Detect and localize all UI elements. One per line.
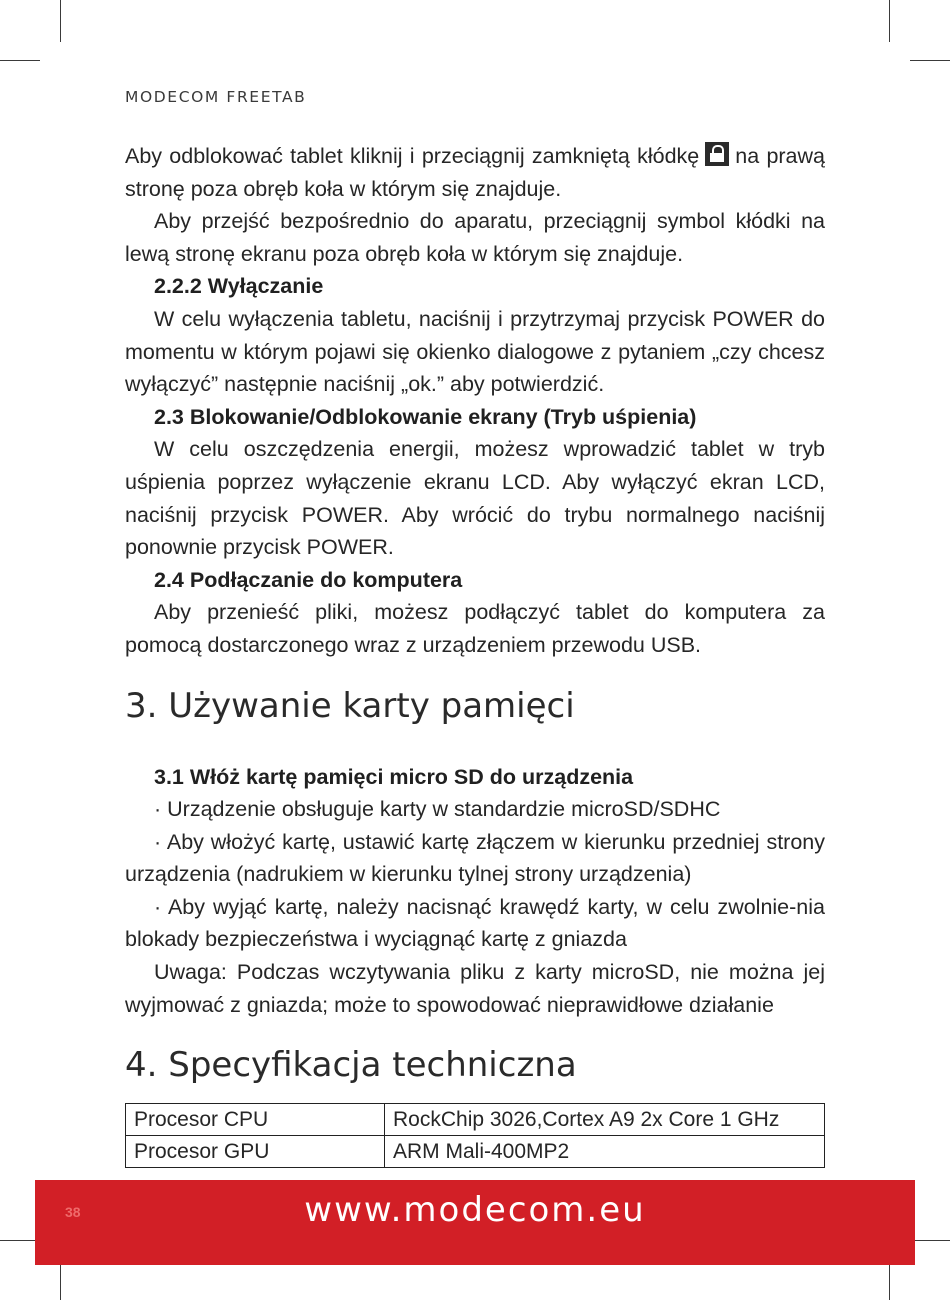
footer-url[interactable]: www.modecom.eu <box>304 1190 646 1230</box>
paragraph-sleep: W celu oszczędzenia energii, możesz wprowadzić tablet w tryb uśpienia poprzez wyłączenie ekranu LCD. Aby wyłączyć ekran LCD, naciśnij przycisk POWER. Aby wrócić do trybu normalnego naciśnij ponownie przycisk POWER. <box>125 437 825 560</box>
bullet-card-standard: · Urządzenie obsługuje karty w standardzie microSD/SDHC <box>154 797 721 822</box>
bullet-remove-card: · Aby wyjąć kartę, należy nacisnąć krawędź karty, w celu zwolnie-nia blokady bezpieczeństwa i wyciągnąć kartę z gniazda <box>125 894 825 952</box>
crop-mark <box>910 60 950 61</box>
crop-mark <box>0 60 40 61</box>
table-row <box>126 1136 825 1168</box>
bullet-insert-card: · Aby włożyć kartę, ustawić kartę złączem w kierunku przedniej strony urządzenia (nadrukiem w kierunku tylnej strony urządzenia) <box>125 829 825 887</box>
spec-value: ARM Mali-400MP2 <box>385 1136 825 1168</box>
crop-mark <box>889 0 890 42</box>
spec-key: Procesor GPU <box>126 1136 385 1168</box>
section-3-title: 3. Używanie karty pamięci <box>125 685 575 726</box>
section-4-title: 4. Specyfikacja techniczna <box>125 1045 577 1086</box>
spec-table <box>125 1103 825 1168</box>
crop-mark <box>60 0 61 42</box>
spec-key: Procesor CPU <box>126 1104 385 1136</box>
subheading-2-3: 2.3 Blokowanie/Odblokowanie ekrany (Tryb uśpienia) <box>154 404 697 429</box>
subheading-2-2-2: 2.2.2 Wyłączanie <box>154 274 324 299</box>
page-content <box>125 140 825 1085</box>
paragraph-usb: Aby przenieść pliki, możesz podłączyć tablet do komputera za pomocą dostarczonego wraz z urządzeniem przewodu USB. <box>125 600 825 657</box>
paragraph-camera: Aby przejść bezpośrednio do aparatu, przeciągnij symbol kłódki na lewą stronę ekranu poza obręb koła w którym się znajduje. <box>125 209 825 266</box>
table-row <box>126 1104 825 1136</box>
crop-mark <box>0 1240 40 1241</box>
running-header: MODECOM FREETAB <box>125 88 307 106</box>
footer-band <box>35 1180 915 1265</box>
note-warning: Uwaga: Podczas wczytywania pliku z karty microSD, nie można jej wyjmować z gniazda; może to spowodować nieprawidłowe działanie <box>125 960 825 1017</box>
page-number: 38 <box>65 1204 81 1220</box>
paragraph-unlock: Aby odblokować tablet kliknij i przeciągnij zamkniętą kłódkę na prawą stronę poza obręb koła w którym się znajduje. <box>125 144 825 201</box>
crop-mark <box>60 1262 61 1300</box>
lock-icon <box>705 142 729 166</box>
subheading-3-1: 3.1 Włóż kartę pamięci micro SD do urządzenia <box>154 764 634 789</box>
spec-value: RockChip 3026,Cortex A9 2x Core 1 GHz <box>385 1104 825 1136</box>
subheading-2-4: 2.4 Podłączanie do komputera <box>154 567 463 592</box>
crop-mark <box>889 1262 890 1300</box>
crop-mark <box>910 1240 950 1241</box>
paragraph-power-off: W celu wyłączenia tabletu, naciśnij i przytrzymaj przycisk POWER do momentu w którym pojawi się okienko dialogowe z pytaniem „czy chcesz wyłączyć” następnie naciśnij „ok.” aby potwierdzić. <box>125 306 825 397</box>
